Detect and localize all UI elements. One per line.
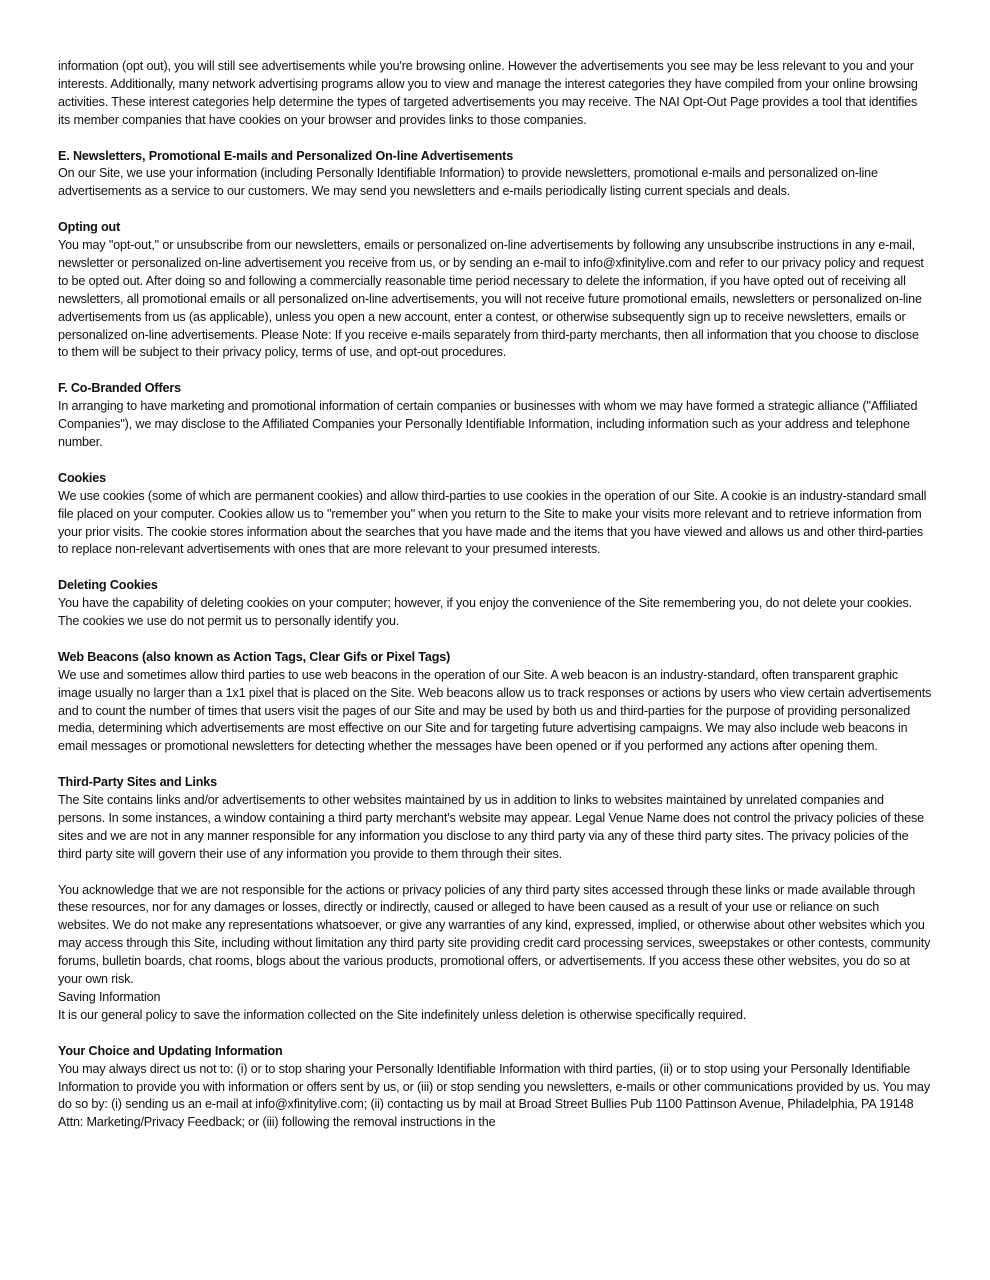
cookies-heading: Cookies [58,470,106,485]
acknowledgement-section [58,882,932,1025]
saving-information-text: It is our general policy to save the information collected on the Site indefinitely unless deletion is otherwise specifically required. [58,1007,747,1022]
web-beacons-heading: Web Beacons (also known as Action Tags, Clear Gifs or Pixel Tags) [58,649,451,664]
opt-out-continuation-section [58,58,932,130]
co-branded-offers-section [58,380,932,452]
opting-out-section [58,219,932,362]
privacy-policy-page [58,58,932,1132]
opt-out-continuation-text: information (opt out), you will still see advertisements while you're browsing online. However the advertisements you see may be less relevant to you and your interests. Additionally, many network advertising programs allow you to view and manage the interest categories they have compiled from your online browsing activities. These interest categories help determine the types of targeted advertisements you may receive. The NAI Opt-Out Page provides a tool that identifies its member companies that have cookies on your browser and provides links to those companies. [58,59,918,127]
opting-out-heading: Opting out [58,220,121,235]
third-party-sites-section [58,774,932,864]
web-beacons-section [58,649,932,756]
newsletters-section [58,148,932,202]
co-branded-offers-heading: F. Co-Branded Offers [58,381,181,396]
your-choice-heading: Your Choice and Updating Information [58,1043,283,1058]
acknowledgement-text: You acknowledge that we are not responsible for the actions or privacy policies of any third party sites accessed through these links or made available through these resources, nor for any damages or losses, directly or indirectly, caused or alleged to have been caused as a result of your use or reliance on such websites. We do not make any representations whatsoever, or give any warranties of any kind, expressed, implied, or otherwise about other websites which you may access through this Site, including without limitation any third party site providing credit card processing services, sweepstakes or other contests, community forums, bulletin boards, chat rooms, blogs about the various products, promotional offers, or advertisements. If you access these other websites, you do so at your own risk. [58,882,931,987]
deleting-cookies-text: You have the capability of deleting cookies on your computer; however, if you enjoy the convenience of the Site remembering you, do not delete your cookies. The cookies we use do not permit us to personally identify you. [58,596,913,629]
newsletters-heading: E. Newsletters, Promotional E-mails and Personalized On-line Advertisements [58,148,514,163]
third-party-sites-text: The Site contains links and/or advertisements to other websites maintained by us in addition to links to websites maintained by unrelated companies and persons. In some instances, a window containing a third party merchant's website may appear. Legal Venue Name does not control the privacy policies of these sites and we are not in any manner responsible for any information you disclose to any third party via any of these third party sites. The privacy policies of the third party site will govern their use of any information you provide to them through their sites. [58,793,924,861]
co-branded-offers-text: In arranging to have marketing and promotional information of certain companies or businesses with whom we may have formed a strategic alliance ("Affiliated Companies"), we may disclose to the Affiliated Companies your Personally Identifiable Information, including information such as your address and telephone number. [58,399,918,449]
deleting-cookies-section [58,577,932,631]
opting-out-text: You may "opt-out," or unsubscribe from our newsletters, emails or personalized on-line advertisements by following any unsubscribe instructions in any e-mail, newsletter or personalized on-line advertisement you receive from us, or by sending an e-mail to info@xfinitylive.com and refer to our privacy policy and request to be opted out. After doing so and following a commercially reasonable time period necessary to delete the information, if you have opted out of receiving all newsletters, all promotional emails or all personalized on-line advertisements, you will not receive future promotional emails, newsletters or personalized on-line advertisements from us (as applicable), unless you open a new account, enter a contest, or otherwise subsequently sign up to receive newsletters, emails or personalized on-line advertisements. Please Note: If you receive e-mails separately from third-party merchants, then all information that you choose to disclose to them will be subject to their privacy policy, terms of use, and opt-out procedures. [58,238,924,360]
saving-information-label: Saving Information [58,990,161,1004]
your-choice-section [58,1043,932,1133]
cookies-section [58,470,932,560]
cookies-text: We use cookies (some of which are permanent cookies) and allow third-parties to use cookies in the operation of our Site. A cookie is an industry-standard small file placed on your computer. Cookies allow us to "remember you" when you return to the Site to make your visits more relevant and to retrieve information from your prior visits. The cookie stores information about the searches that you have made and the items that you have viewed and allows us and other third-parties to replace non-relevant advertisements with ones that are more relevant to your presumed interests. [58,488,927,557]
your-choice-text: You may always direct us not to: (i) or to stop sharing your Personally Identifiable Information with third parties, (ii) or to stop using your Personally Identifiable Information to provide you with information or offers sent by us, or (iii) or stop sending you newsletters, e-mails or other communications provided by us. You may do so by: (i) sending us an e-mail at info@xfinitylive.com; (ii) contacting us by mail at Broad Street Bullies Pub 1100 Pattinson Avenue, Philadelphia, PA 19148 Attn: Marketing/Privacy Feedback; or (iii) following the removal instructions in the [58,1061,931,1130]
newsletters-text: On our Site, we use your information (including Personally Identifiable Information) to provide newsletters, promotional e-mails and personalized on-line advertisements as a service to our customers. We may send you newsletters and e-mails periodically listing current specials and deals. [58,166,878,199]
web-beacons-text: We use and sometimes allow third parties to use web beacons in the operation of our Site. A web beacon is an industry-standard, often transparent graphic image usually no larger than a 1x1 pixel that is placed on the Site. Web beacons allow us to track responses or actions by users who view certain advertisements and to count the number of times that users visit the pages of our Site and may be used by both us and third-parties for the purpose of providing personalized media, determining which advertisements are most effective on our Site and for targeting future advertising campaigns. We may also include web beacons in email messages or promotional newsletters for detecting whether the messages have been opened or if you performed any actions after opening them. [58,667,932,754]
deleting-cookies-heading: Deleting Cookies [58,578,158,593]
third-party-sites-heading: Third-Party Sites and Links [58,775,218,790]
